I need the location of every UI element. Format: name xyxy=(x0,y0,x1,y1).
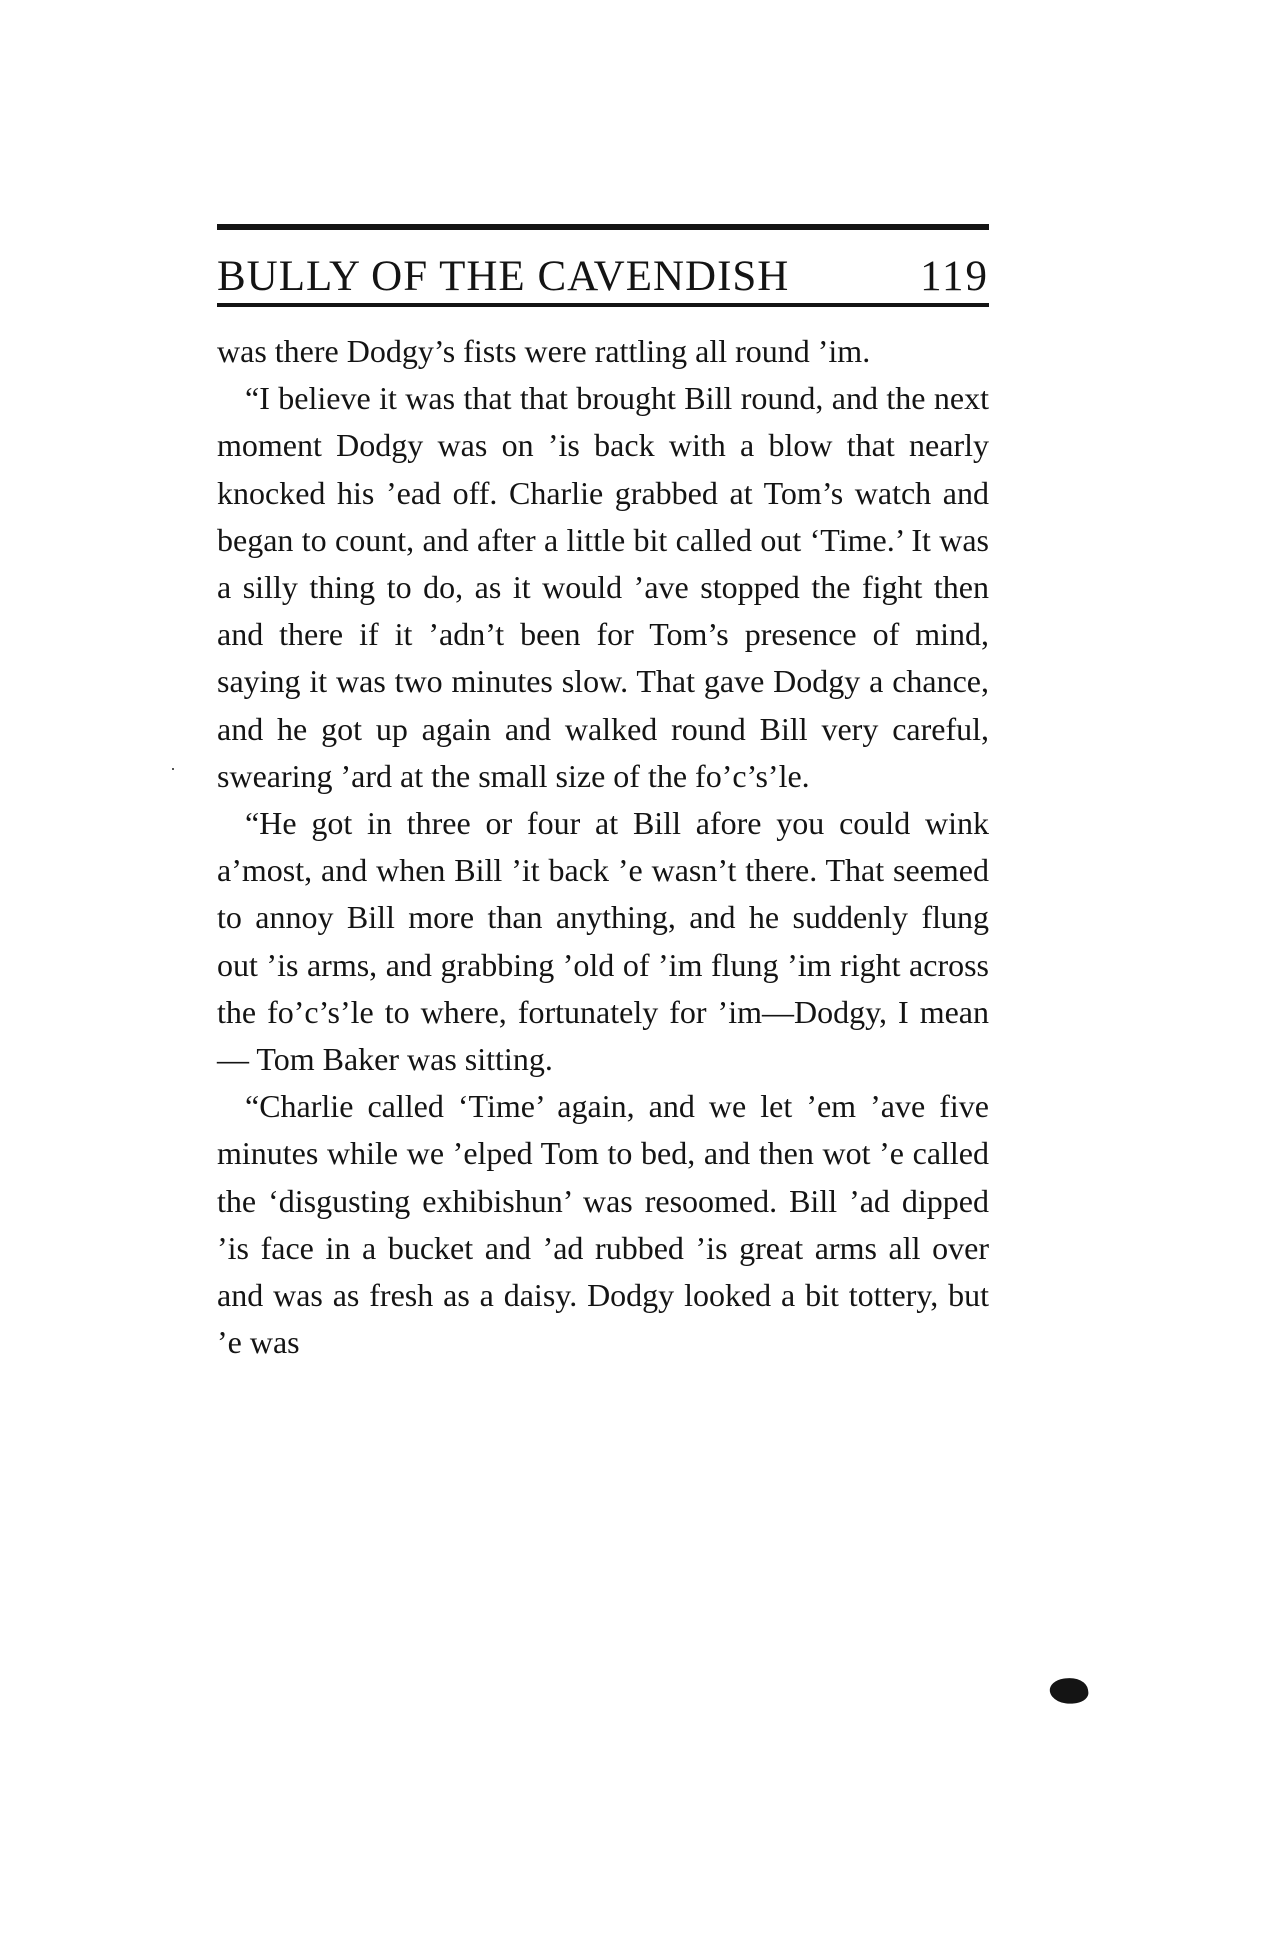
header-rule-top xyxy=(217,224,989,230)
running-title: BULLY OF THE CAVENDISH xyxy=(217,253,790,300)
paragraph: “He got in three or four at Bill afore you could wink a’most, and when Bill ’it back ’e wasn’t there. That seemed to annoy Bill more than anything, and he suddenly flung out ’is arms, and grabbing ’old of ’im flung ’im right across the fo’c’s’le to where, fortunately for ’im—Dodgy, I mean— Tom Baker was sitting. xyxy=(217,805,989,1078)
scan-speck xyxy=(172,768,174,770)
ink-blot-mark xyxy=(1048,1675,1089,1706)
paragraph: was there Dodgy’s fists were rattling all round ’im. xyxy=(217,333,871,369)
paragraph: “Charlie called ‘Time’ again, and we let ’em ’ave five minutes while we ’elped Tom to bed, and then wot ’e called the ‘disgusting exhibishun’ was resoomed. Bill ’ad dipped ’is face in a bucket and ’ad rubbed ’is great arms all over and was as fresh as a daisy. Dodgy looked a bit tottery, but ’e was xyxy=(217,1088,989,1361)
page-number: 119 xyxy=(920,253,989,300)
header-rule-bottom xyxy=(217,303,989,307)
paragraph: “I believe it was that that brought Bill round, and the next moment Dodgy was on ’is back with a blow that nearly knocked his ’ead off. Charlie grabbed at Tom’s watch and began to count, and after a little bit called out ‘Time.’ It was a silly thing to do, as it would ’ave stopped the fight then and there if it ’adn’t been for Tom’s presence of mind, saying it was two minutes slow. That gave Dodgy a chance, and he got up again and walked round Bill very careful, swearing ’ard at the small size of the fo’c’s’le. xyxy=(217,380,989,794)
body-text xyxy=(217,328,989,1366)
running-header xyxy=(217,236,989,298)
